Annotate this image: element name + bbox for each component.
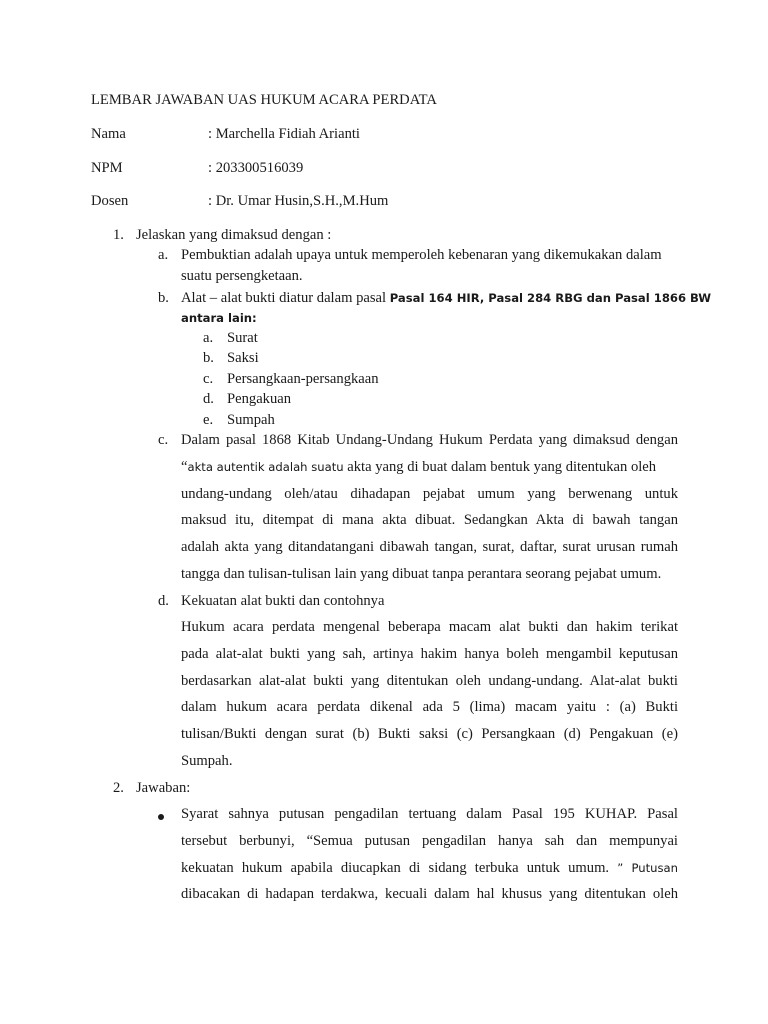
q1d-line2: pada alat-alat bukti yang sah, artinya hakim hanya boleh mengambil keputusan: [181, 646, 678, 662]
q1d-line3: berdasarkan alat-alat bukti yang ditentukan oleh undang-undang. Alat-alat bukti: [181, 673, 678, 689]
q1d-line5: tulisan/Bukti dengan surat (b) Bukti saksi (c) Persangkaan (d) Pengakuan (e): [181, 726, 678, 742]
name-label: Nama: [91, 126, 126, 142]
q1b-item-text: Surat: [227, 330, 258, 346]
q1b-text: Alat – alat bukti diatur dalam pasal: [181, 290, 390, 306]
q2-line1: Syarat sahnya putusan pengadilan tertuang dalam Pasal 195 KUHAP. Pasal: [181, 806, 678, 822]
q1d-marker: d.: [158, 593, 169, 609]
q1a-marker: a.: [158, 247, 169, 263]
q1c-line6: tangga dan tulisan-tulisan lain yang dibuat tanpa perantara seorang pejabat umum.: [181, 566, 662, 582]
q1d-line6: Sumpah.: [181, 753, 233, 769]
q1b-reference-tail: antara lain:: [181, 311, 257, 325]
npm-value: : 203300516039: [208, 160, 304, 176]
q1-number: 1.: [113, 227, 124, 243]
q1a-line2: suatu persengketaan.: [181, 268, 303, 284]
q1c-term: akta autentik adalah suatu: [187, 460, 344, 474]
q1b-item-marker: c.: [203, 371, 214, 387]
q2-line3-main: kekuatan hukum apabila diucapkan di sidang terbuka untuk umum.: [181, 860, 610, 876]
q1b-item-marker: a.: [203, 330, 214, 346]
q1d-heading: Kekuatan alat bukti dan contohnya: [181, 593, 385, 609]
npm-label: NPM: [91, 160, 123, 176]
q2-line3-tail: ” Putusan: [617, 861, 678, 875]
q1b-item-marker: e.: [203, 412, 214, 428]
q1b-item-text: Persangkaan-persangkaan: [227, 371, 379, 387]
dosen-label: Dosen: [91, 193, 129, 209]
document-title: LEMBAR JAWABAN UAS HUKUM ACARA PERDATA: [91, 92, 437, 108]
q1c-open-quote: “: [181, 459, 188, 475]
q2-line3: [181, 860, 678, 877]
q1c-line2: [181, 459, 656, 476]
q2-text: Jawaban:: [136, 780, 191, 796]
q1b-item-text: Pengakuan: [227, 391, 292, 407]
q1c-line4: maksud itu, ditempat di mana akta dibuat. Sedangkan Akta di bawah tangan: [181, 512, 678, 528]
q1b-item-marker: b.: [203, 350, 214, 366]
q1d-line4: dalam hukum acara perdata dikenal ada 5 (lima) macam yaitu : (a) Bukti: [181, 699, 678, 715]
q1c-line3: undang-undang oleh/atau dihadapan pejabat umum yang berwenang untuk: [181, 486, 678, 502]
q1c-line2-rest: akta yang di buat dalam bentuk yang ditentukan oleh: [343, 459, 657, 475]
q2-number: 2.: [113, 780, 124, 796]
q2-line4: dibacakan di hadapan terdakwa, kecuali dalam hal khusus yang ditentukan oleh: [181, 886, 678, 902]
q1c-line5: adalah akta yang ditandatangani dibawah tangan, surat, daftar, surat urusan rumah: [181, 539, 678, 555]
q1c-marker: c.: [158, 432, 169, 448]
q2-line2: tersebut berbunyi, “Semua putusan pengadilan hanya sah dan mempunyai: [181, 833, 678, 849]
q1b-marker: b.: [158, 290, 169, 306]
q1b-item-text: Sumpah: [227, 412, 275, 428]
bullet-icon: [158, 814, 164, 820]
q1b-line1: [181, 290, 711, 307]
q1d-line1: Hukum acara perdata mengenal beberapa macam alat bukti dan hakim terikat: [181, 619, 678, 635]
q1b-reference: Pasal 164 HIR, Pasal 284 RBG dan Pasal 1866 BW: [389, 291, 712, 305]
dosen-value: : Dr. Umar Husin,S.H.,M.Hum: [208, 193, 389, 209]
q1b-item-marker: d.: [203, 391, 214, 407]
q1a-line1: Pembuktian adalah upaya untuk memperoleh kebenaran yang dikemukakan dalam: [181, 247, 662, 263]
q1-text: Jelaskan yang dimaksud dengan :: [136, 227, 332, 243]
name-value: : Marchella Fidiah Arianti: [208, 126, 360, 142]
q1b-item-text: Saksi: [227, 350, 259, 366]
q1c-line1: Dalam pasal 1868 Kitab Undang-Undang Hukum Perdata yang dimaksud dengan: [181, 432, 678, 448]
